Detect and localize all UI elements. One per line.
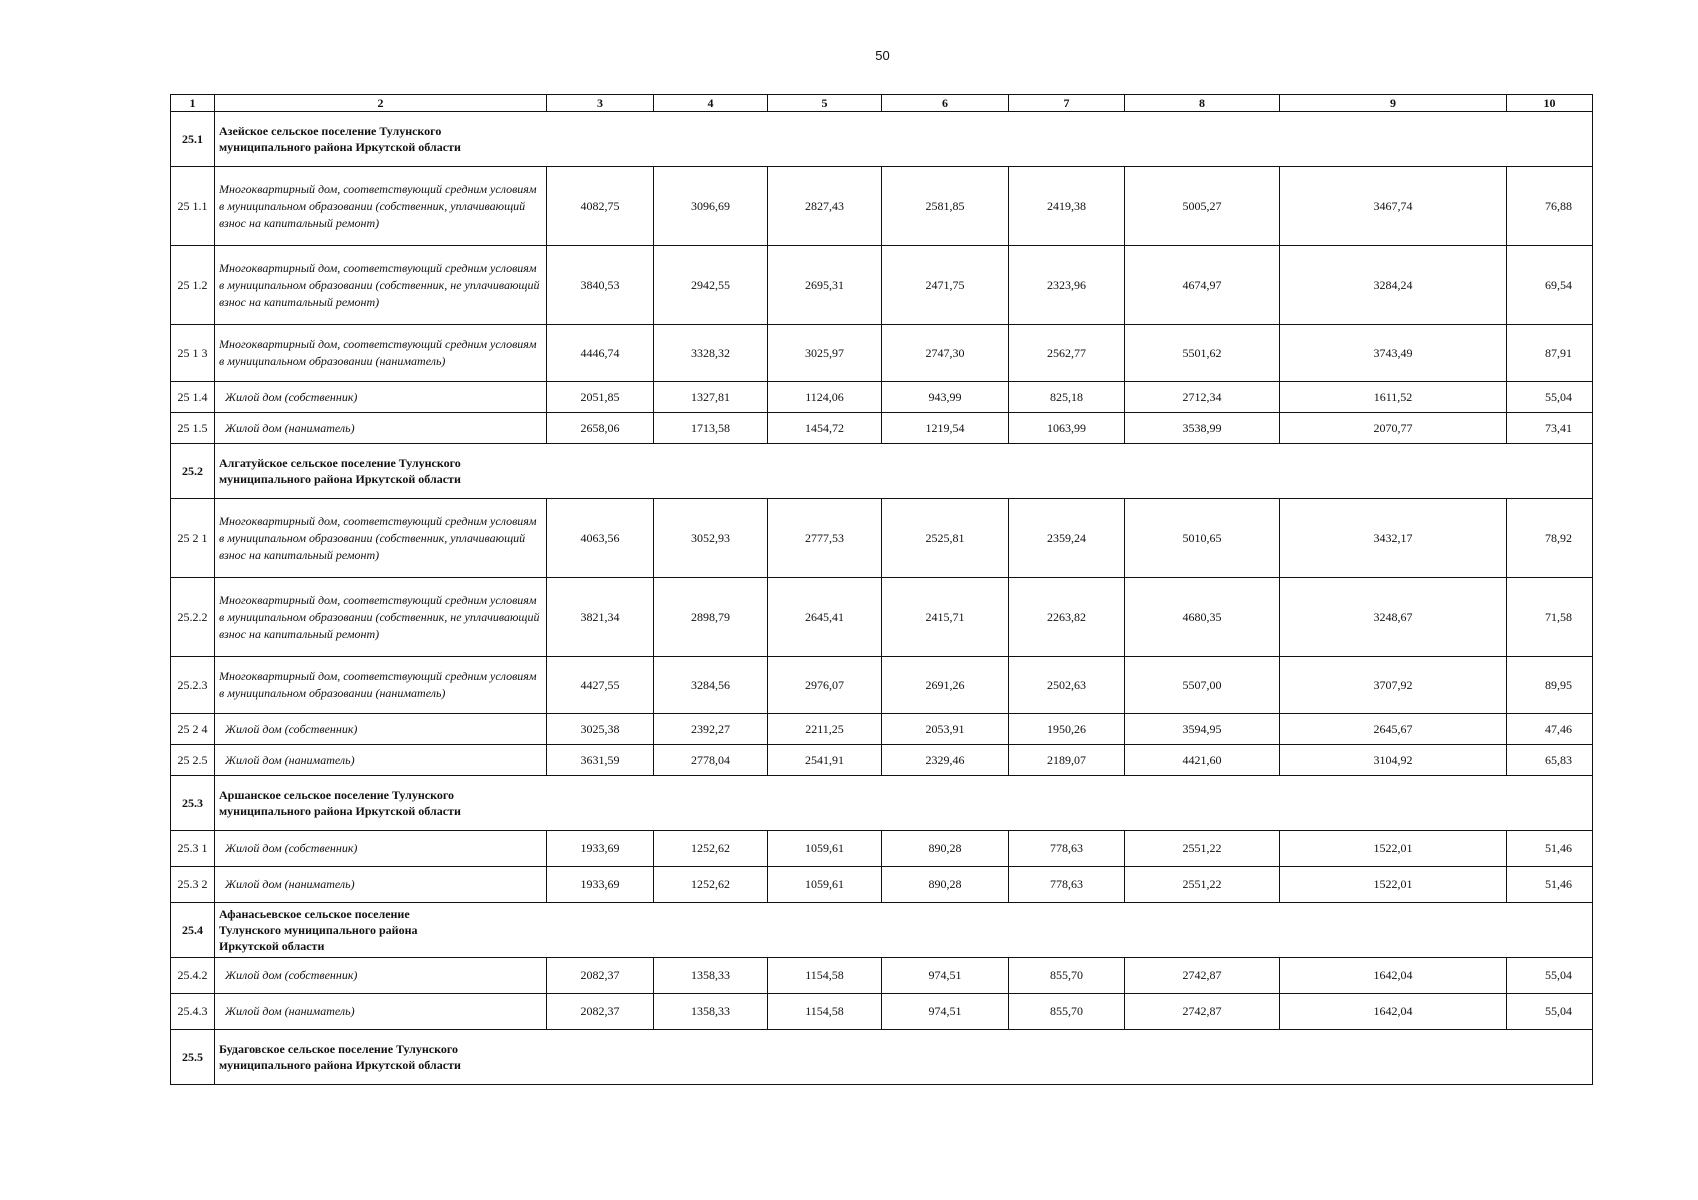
- section-number: 25.5: [171, 1030, 215, 1085]
- row-description: Многоквартирный дом, соответствующий средним условиям в муниципальном образовании (собственник, не уплачивающий взнос на капитальный ремонт): [215, 578, 547, 657]
- value-cell: 2645,67: [1280, 714, 1507, 745]
- value-cell: 2471,75: [882, 246, 1009, 325]
- value-cell: 974,51: [882, 994, 1009, 1030]
- value-cell: 5501,62: [1125, 325, 1280, 382]
- value-cell: 89,95: [1507, 657, 1593, 714]
- value-cell: 1154,58: [768, 994, 882, 1030]
- value-cell: 2742,87: [1125, 958, 1280, 994]
- value-cell: 3707,92: [1280, 657, 1507, 714]
- section-number: 25.3: [171, 776, 215, 831]
- row-number: 25.4.3: [171, 994, 215, 1030]
- table-row: [171, 167, 1593, 246]
- row-number: 25 1.5: [171, 413, 215, 444]
- value-cell: 2551,22: [1125, 867, 1280, 903]
- value-cell: 4446,74: [547, 325, 654, 382]
- row-description: Жилой дом (наниматель): [215, 994, 547, 1030]
- value-cell: 825,18: [1009, 382, 1125, 413]
- value-cell: 4082,75: [547, 167, 654, 246]
- value-cell: 3432,17: [1280, 499, 1507, 578]
- section-title-text: Афанасьевское сельское поселение Тулунского муниципального района Иркутской области: [219, 907, 418, 953]
- table-row: [171, 246, 1593, 325]
- section-title: [215, 444, 1593, 499]
- value-cell: 76,88: [1507, 167, 1593, 246]
- value-cell: 2777,53: [768, 499, 882, 578]
- value-cell: 55,04: [1507, 994, 1593, 1030]
- value-cell: 974,51: [882, 958, 1009, 994]
- table-row: [171, 578, 1593, 657]
- value-cell: 2415,71: [882, 578, 1009, 657]
- value-cell: 2942,55: [654, 246, 768, 325]
- header-cell: 3: [547, 95, 654, 112]
- header-cell: 9: [1280, 95, 1507, 112]
- value-cell: 2581,85: [882, 167, 1009, 246]
- row-description: Жилой дом (собственник): [215, 831, 547, 867]
- value-cell: 2645,41: [768, 578, 882, 657]
- section-title: [215, 903, 1593, 958]
- row-number: 25 1.1: [171, 167, 215, 246]
- value-cell: 2976,07: [768, 657, 882, 714]
- value-cell: 3538,99: [1125, 413, 1280, 444]
- table-row: [171, 714, 1593, 745]
- value-cell: 55,04: [1507, 382, 1593, 413]
- row-number: 25.2.3: [171, 657, 215, 714]
- header-cell: 7: [1009, 95, 1125, 112]
- value-cell: 3631,59: [547, 745, 654, 776]
- table-row: [171, 994, 1593, 1030]
- row-description: Многоквартирный дом, соответствующий средним условиям в муниципальном образовании (собственник, уплачивающий взнос на капитальный ремонт): [215, 499, 547, 578]
- value-cell: 1358,33: [654, 994, 768, 1030]
- value-cell: 1950,26: [1009, 714, 1125, 745]
- header-cell: 4: [654, 95, 768, 112]
- value-cell: 1522,01: [1280, 831, 1507, 867]
- value-cell: 2053,91: [882, 714, 1009, 745]
- row-description: Многоквартирный дом, соответствующий средним условиям в муниципальном образовании (собственник, уплачивающий взнос на капитальный ремонт): [215, 167, 547, 246]
- value-cell: 69,54: [1507, 246, 1593, 325]
- section-title-text: Аршанское сельское поселение Тулунского муниципального района Иркутской области: [219, 788, 461, 818]
- row-description: Жилой дом (собственник): [215, 714, 547, 745]
- tariff-table: [170, 94, 1593, 1085]
- value-cell: 1059,61: [768, 831, 882, 867]
- value-cell: 2189,07: [1009, 745, 1125, 776]
- value-cell: 1642,04: [1280, 994, 1507, 1030]
- value-cell: 3096,69: [654, 167, 768, 246]
- value-cell: 2070,77: [1280, 413, 1507, 444]
- table-row: [171, 382, 1593, 413]
- value-cell: 2778,04: [654, 745, 768, 776]
- row-description: Многоквартирный дом, соответствующий средним условиям в муниципальном образовании (собственник, не уплачивающий взнос на капитальный ремонт): [215, 246, 547, 325]
- value-cell: 2551,22: [1125, 831, 1280, 867]
- row-number: 25.3 1: [171, 831, 215, 867]
- section-title-text: Алгатуйское сельское поселение Тулунского муниципального района Иркутской области: [219, 456, 461, 486]
- section-row: [171, 776, 1593, 831]
- page-number: 50: [875, 48, 890, 63]
- table-row: [171, 657, 1593, 714]
- row-number: 25 2 4: [171, 714, 215, 745]
- table-row: [171, 831, 1593, 867]
- value-cell: 3284,56: [654, 657, 768, 714]
- value-cell: 943,99: [882, 382, 1009, 413]
- section-title-text: Будаговское сельское поселение Тулунского муниципального района Иркутской области: [219, 1042, 461, 1072]
- value-cell: 2827,43: [768, 167, 882, 246]
- row-number: 25.3 2: [171, 867, 215, 903]
- value-cell: 2082,37: [547, 958, 654, 994]
- value-cell: 3025,38: [547, 714, 654, 745]
- table-body: [171, 95, 1593, 1085]
- value-cell: 3840,53: [547, 246, 654, 325]
- section-row: [171, 1030, 1593, 1085]
- value-cell: 51,46: [1507, 831, 1593, 867]
- row-description: Жилой дом (наниматель): [215, 867, 547, 903]
- value-cell: 2712,34: [1125, 382, 1280, 413]
- value-cell: 1327,81: [654, 382, 768, 413]
- value-cell: 3821,34: [547, 578, 654, 657]
- value-cell: 3104,92: [1280, 745, 1507, 776]
- header-cell: 2: [215, 95, 547, 112]
- value-cell: 4674,97: [1125, 246, 1280, 325]
- table-row: [171, 745, 1593, 776]
- value-cell: 1154,58: [768, 958, 882, 994]
- value-cell: 73,41: [1507, 413, 1593, 444]
- value-cell: 2525,81: [882, 499, 1009, 578]
- row-number: 25 1.4: [171, 382, 215, 413]
- value-cell: 2359,24: [1009, 499, 1125, 578]
- table-row: [171, 958, 1593, 994]
- value-cell: 4427,55: [547, 657, 654, 714]
- value-cell: 47,46: [1507, 714, 1593, 745]
- value-cell: 3467,74: [1280, 167, 1507, 246]
- value-cell: 2263,82: [1009, 578, 1125, 657]
- header-cell: 1: [171, 95, 215, 112]
- value-cell: 1611,52: [1280, 382, 1507, 413]
- value-cell: 2323,96: [1009, 246, 1125, 325]
- value-cell: 2211,25: [768, 714, 882, 745]
- value-cell: 2691,26: [882, 657, 1009, 714]
- value-cell: 5010,65: [1125, 499, 1280, 578]
- value-cell: 855,70: [1009, 994, 1125, 1030]
- row-number: 25 1 3: [171, 325, 215, 382]
- value-cell: 1219,54: [882, 413, 1009, 444]
- value-cell: 2051,85: [547, 382, 654, 413]
- header-cell: 6: [882, 95, 1009, 112]
- section-title-text: Азейское сельское поселение Тулунского муниципального района Иркутской области: [219, 124, 461, 154]
- header-cell: 10: [1507, 95, 1593, 112]
- header-cell: 5: [768, 95, 882, 112]
- row-description: Жилой дом (собственник): [215, 958, 547, 994]
- section-number: 25.1: [171, 112, 215, 167]
- section-title: [215, 1030, 1593, 1085]
- value-cell: 2419,38: [1009, 167, 1125, 246]
- value-cell: 3248,67: [1280, 578, 1507, 657]
- value-cell: 1252,62: [654, 831, 768, 867]
- value-cell: 4063,56: [547, 499, 654, 578]
- value-cell: 2658,06: [547, 413, 654, 444]
- value-cell: 855,70: [1009, 958, 1125, 994]
- value-cell: 2541,91: [768, 745, 882, 776]
- value-cell: 51,46: [1507, 867, 1593, 903]
- value-cell: 890,28: [882, 831, 1009, 867]
- value-cell: 2329,46: [882, 745, 1009, 776]
- table-row: [171, 413, 1593, 444]
- value-cell: 890,28: [882, 867, 1009, 903]
- value-cell: 5507,00: [1125, 657, 1280, 714]
- value-cell: 4421,60: [1125, 745, 1280, 776]
- value-cell: 3328,32: [654, 325, 768, 382]
- section-number: 25.4: [171, 903, 215, 958]
- value-cell: 1252,62: [654, 867, 768, 903]
- header-row: [171, 95, 1593, 112]
- value-cell: 87,91: [1507, 325, 1593, 382]
- row-number: 25.2.2: [171, 578, 215, 657]
- value-cell: 1933,69: [547, 867, 654, 903]
- value-cell: 778,63: [1009, 867, 1125, 903]
- section-title: [215, 112, 1593, 167]
- value-cell: 2747,30: [882, 325, 1009, 382]
- value-cell: 1522,01: [1280, 867, 1507, 903]
- row-description: Многоквартирный дом, соответствующий средним условиям в муниципальном образовании (наниматель): [215, 325, 547, 382]
- section-title: [215, 776, 1593, 831]
- value-cell: 2392,27: [654, 714, 768, 745]
- value-cell: 2898,79: [654, 578, 768, 657]
- value-cell: 5005,27: [1125, 167, 1280, 246]
- value-cell: 1713,58: [654, 413, 768, 444]
- value-cell: 2082,37: [547, 994, 654, 1030]
- value-cell: 1063,99: [1009, 413, 1125, 444]
- value-cell: 55,04: [1507, 958, 1593, 994]
- value-cell: 3743,49: [1280, 325, 1507, 382]
- value-cell: 65,83: [1507, 745, 1593, 776]
- value-cell: 3025,97: [768, 325, 882, 382]
- section-row: [171, 444, 1593, 499]
- row-number: 25 1.2: [171, 246, 215, 325]
- value-cell: 71,58: [1507, 578, 1593, 657]
- value-cell: 3594,95: [1125, 714, 1280, 745]
- value-cell: 3052,93: [654, 499, 768, 578]
- value-cell: 2562,77: [1009, 325, 1125, 382]
- value-cell: 1059,61: [768, 867, 882, 903]
- row-number: 25 2 1: [171, 499, 215, 578]
- section-number: 25.2: [171, 444, 215, 499]
- value-cell: 3284,24: [1280, 246, 1507, 325]
- value-cell: 1124,06: [768, 382, 882, 413]
- value-cell: 1933,69: [547, 831, 654, 867]
- value-cell: 1358,33: [654, 958, 768, 994]
- section-row: [171, 112, 1593, 167]
- row-description: Жилой дом (собственник): [215, 382, 547, 413]
- value-cell: 1454,72: [768, 413, 882, 444]
- value-cell: 2502,63: [1009, 657, 1125, 714]
- row-number: 25.4.2: [171, 958, 215, 994]
- value-cell: 1642,04: [1280, 958, 1507, 994]
- table-row: [171, 499, 1593, 578]
- value-cell: 78,92: [1507, 499, 1593, 578]
- value-cell: 4680,35: [1125, 578, 1280, 657]
- section-row: [171, 903, 1593, 958]
- row-description: Многоквартирный дом, соответствующий средним условиям в муниципальном образовании (наниматель): [215, 657, 547, 714]
- row-description: Жилой дом (наниматель): [215, 745, 547, 776]
- row-description: Жилой дом (наниматель): [215, 413, 547, 444]
- table-row: [171, 325, 1593, 382]
- header-cell: 8: [1125, 95, 1280, 112]
- row-number: 25 2.5: [171, 745, 215, 776]
- value-cell: 2695,31: [768, 246, 882, 325]
- value-cell: 778,63: [1009, 831, 1125, 867]
- table-row: [171, 867, 1593, 903]
- value-cell: 2742,87: [1125, 994, 1280, 1030]
